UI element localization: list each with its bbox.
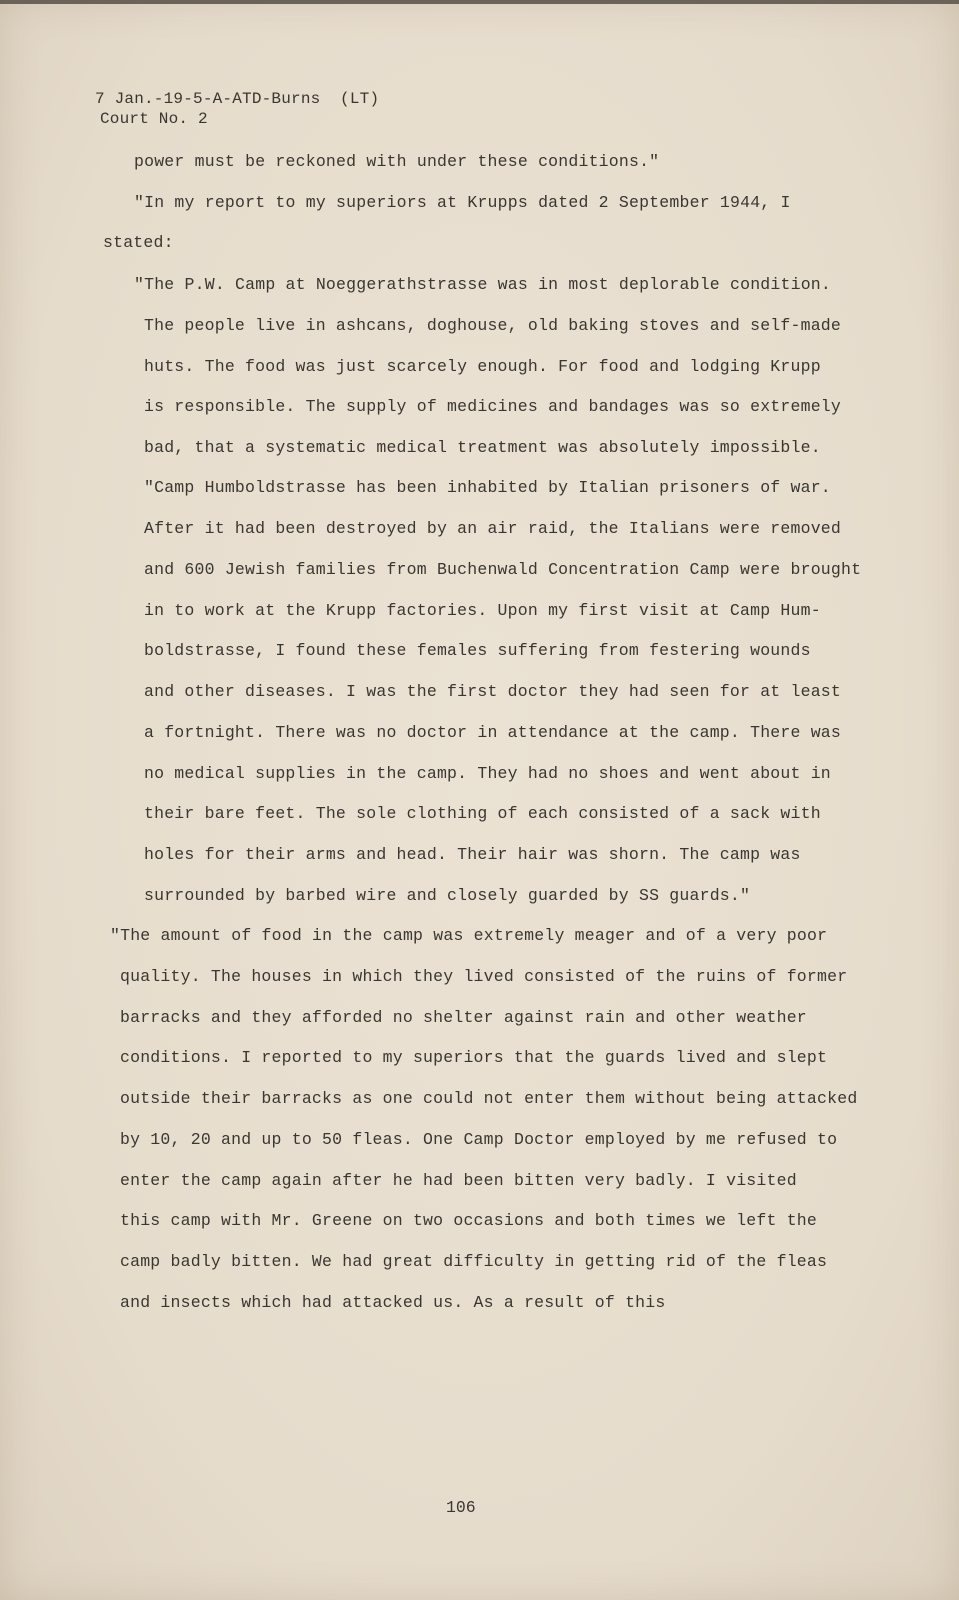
body-line-19: surrounded by barbed wire and closely guarded by SS guards." (144, 886, 751, 905)
header-line-2: Court No. 2 (100, 110, 208, 128)
body-line-22: barracks and they afforded no shelter against rain and other weather (120, 1008, 807, 1027)
body-line-14: and other diseases. I was the first doctor they had seen for at least (144, 682, 842, 701)
body-line-3: stated: (103, 233, 174, 252)
body-line-26: enter the camp again after he had been bitten very badly. I visited (120, 1171, 797, 1190)
body-line-29: and insects which had attacked us. As a result of this (120, 1293, 666, 1312)
body-line-5: The people live in ashcans, doghouse, old baking stoves and self-made (144, 316, 842, 335)
body-line-11: and 600 Jewish families from Buchenwald Concentration Camp were brought (144, 560, 862, 579)
body-line-12: in to work at the Krupp factories. Upon my first visit at Camp Hum- (144, 601, 821, 620)
body-line-4: "The P.W. Camp at Noeggerathstrasse was in most deplorable condition. (134, 275, 832, 294)
body-line-27: this camp with Mr. Greene on two occasions and both times we left the (120, 1211, 818, 1230)
body-line-6: huts. The food was just scarcely enough. For food and lodging Krupp (144, 357, 821, 376)
body-line-9: "Camp Humboldstrasse has been inhabited by Italian prisoners of war. (144, 478, 831, 497)
body-line-16: no medical supplies in the camp. They had no shoes and went about in (144, 764, 831, 783)
body-line-8: bad, that a systematic medical treatment was absolutely impossible. (144, 438, 821, 457)
page-top-edge (0, 0, 959, 4)
body-line-15: a fortnight. There was no doctor in attendance at the camp. There was (144, 723, 842, 742)
body-line-18: holes for their arms and head. Their hair was shorn. The camp was (144, 845, 801, 864)
body-line-2: "In my report to my superiors at Krupps dated 2 September 1944, I (134, 193, 791, 212)
body-line-21: quality. The houses in which they lived consisted of the ruins of former (120, 967, 848, 986)
page-number: 106 (446, 1498, 476, 1517)
body-line-20: "The amount of food in the camp was extremely meager and of a very poor (110, 926, 828, 945)
body-line-28: camp badly bitten. We had great difficulty in getting rid of the fleas (120, 1252, 828, 1271)
body-line-1: power must be reckoned with under these conditions." (134, 152, 660, 171)
header-line-1: 7 Jan.-19-5-A-ATD-Burns (LT) (95, 90, 380, 108)
body-line-24: outside their barracks as one could not enter them without being attacked (120, 1089, 858, 1108)
body-line-13: boldstrasse, I found these females suffering from festering wounds (144, 641, 811, 660)
body-line-17: their bare feet. The sole clothing of each consisted of a sack with (144, 804, 821, 823)
body-line-7: is responsible. The supply of medicines and bandages was so extremely (144, 397, 842, 416)
body-line-10: After it had been destroyed by an air raid, the Italians were removed (144, 519, 842, 538)
body-line-23: conditions. I reported to my superiors that the guards lived and slept (120, 1048, 828, 1067)
body-line-25: by 10, 20 and up to 50 fleas. One Camp Doctor employed by me refused to (120, 1130, 838, 1149)
